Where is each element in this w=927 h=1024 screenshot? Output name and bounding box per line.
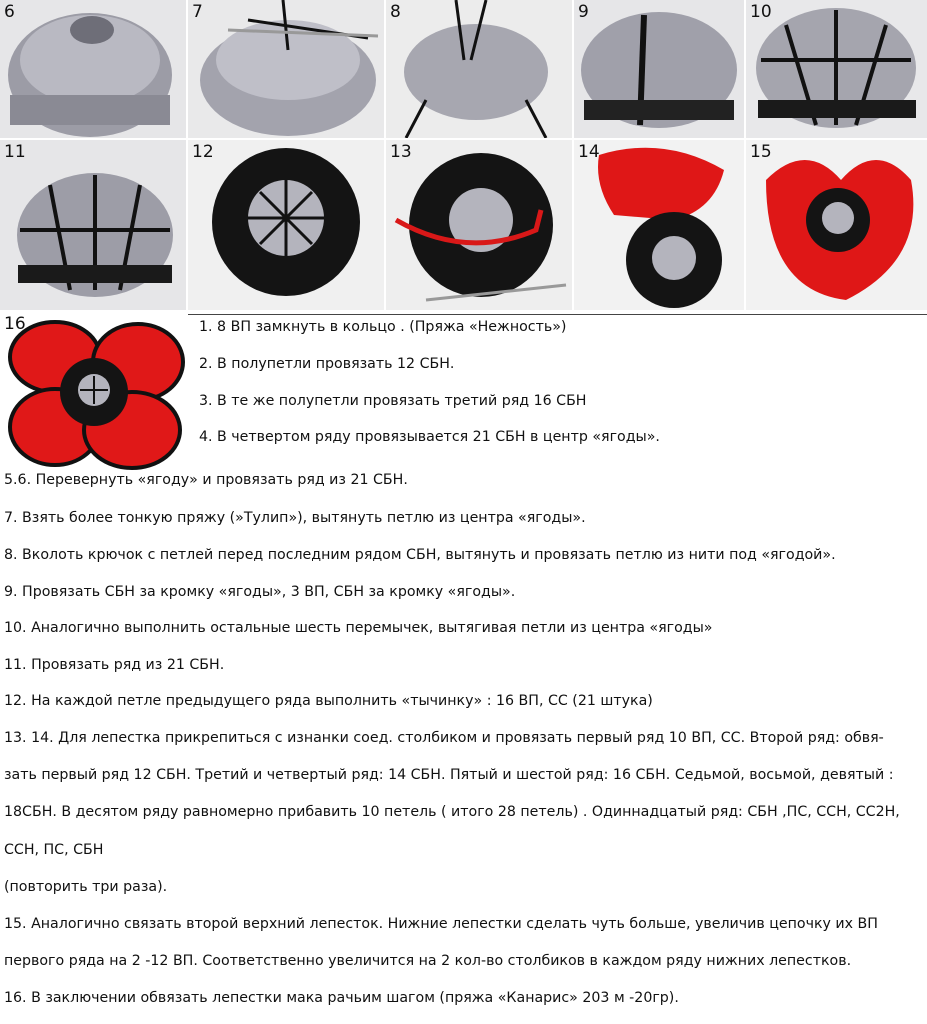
photo-step-15: [746, 140, 927, 310]
step-number: 14: [578, 142, 600, 162]
two-petals-photo: [746, 140, 927, 310]
instruction-line: 13. 14. Для лепестка прикрепиться с изнанки соед. столбиком и провязать первый ряд 10 ВП, СС. Второй ряд: обвя-: [4, 730, 884, 746]
photo-step-14: [574, 140, 744, 310]
photo-step-12: [188, 140, 384, 310]
step-number: 8: [390, 2, 401, 22]
crochet-berry-photo: [574, 0, 744, 138]
step-number: 16: [4, 314, 26, 334]
instruction-line: 12. На каждой петле предыдущего ряда выполнить «тычинку» : 16 ВП, СС (21 штука): [4, 693, 653, 709]
instruction-line: 7. Взять более тонкую пряжу (»Тулип»), вытянуть петлю из центра «ягоды».: [4, 510, 586, 526]
instruction-line: 5.6. Перевернуть «ягоду» и провязать ряд из 21 СБН.: [4, 472, 408, 488]
instruction-line: 8. Вколоть крючок с петлей перед последним рядом СБН, вытянуть и провязать петлю из нити под «ягодой».: [4, 547, 836, 563]
photo-step-7: [188, 0, 384, 138]
instruction-line: 1. 8 ВП замкнуть в кольцо . (Пряжа «Нежность»): [199, 319, 567, 335]
instruction-line: 10. Аналогично выполнить остальные шесть перемычек, вытягивая петли из центра «ягоды»: [4, 620, 713, 636]
stamens-photo: [188, 140, 384, 310]
photo-step-11: [0, 140, 186, 310]
photo-step-9: [574, 0, 744, 138]
crochet-berry-photo: [386, 0, 572, 138]
finished-poppy-photo: [0, 312, 188, 474]
instruction-line: первого ряда на 2 -12 ВП. Соответственно увеличится на 2 кол-во столбиков в каждом ряду нижних лепестков.: [4, 953, 852, 969]
instruction-line: 15. Аналогично связать второй верхний лепесток. Нижние лепестки сделать чуть больше, увеличив цепочку их ВП: [4, 916, 878, 932]
crochet-berry-photo: [746, 0, 927, 138]
photo-step-8: [386, 0, 572, 138]
photo-step-13: [386, 140, 572, 310]
step-number: 6: [4, 2, 15, 22]
step-number: 10: [750, 2, 772, 22]
step-number: 12: [192, 142, 214, 162]
instruction-line: 4. В четвертом ряду провязывается 21 СБН в центр «ягоды».: [199, 429, 660, 445]
step-number: 7: [192, 2, 203, 22]
instruction-line: зать первый ряд 12 СБН. Третий и четвертый ряд: 14 СБН. Пятый и шестой ряд: 16 СБН. Седьмой, восьмой, девятый :: [4, 767, 894, 783]
instruction-line: 18СБН. В десятом ряду равномерно прибавить 10 петель ( итого 28 петель) . Одиннадцатый ряд: СБН ,ПС, ССН, СС2Н,: [4, 804, 900, 820]
photo-step-16: [0, 312, 188, 474]
step-number: 9: [578, 2, 589, 22]
instruction-line: 2. В полупетли провязать 12 СБН.: [199, 356, 455, 372]
instruction-line: 9. Провязать СБН за кромку «ягоды», 3 ВП, СБН за кромку «ягоды».: [4, 584, 516, 600]
instruction-line: (повторить три раза).: [4, 879, 168, 895]
instruction-line: 16. В заключении обвязать лепестки мака рачьим шагом (пряжа «Канарис» 203 м -20гр).: [4, 990, 679, 1006]
petal-start-photo: [386, 140, 572, 310]
divider: [188, 314, 927, 315]
instruction-line: 11. Провязать ряд из 21 СБН.: [4, 657, 225, 673]
crochet-berry-photo: [0, 140, 186, 310]
step-number: 11: [4, 142, 26, 162]
instruction-line: 3. В те же полупетли провязать третий ряд 16 СБН: [199, 393, 587, 409]
photo-step-6: [0, 0, 186, 138]
first-petal-photo: [574, 140, 744, 310]
crochet-berry-photo: [188, 0, 384, 138]
crochet-berry-photo: [0, 0, 186, 138]
photo-step-10: [746, 0, 927, 138]
step-number: 15: [750, 142, 772, 162]
step-number: 13: [390, 142, 412, 162]
instruction-line: ССН, ПС, СБН: [4, 842, 104, 858]
